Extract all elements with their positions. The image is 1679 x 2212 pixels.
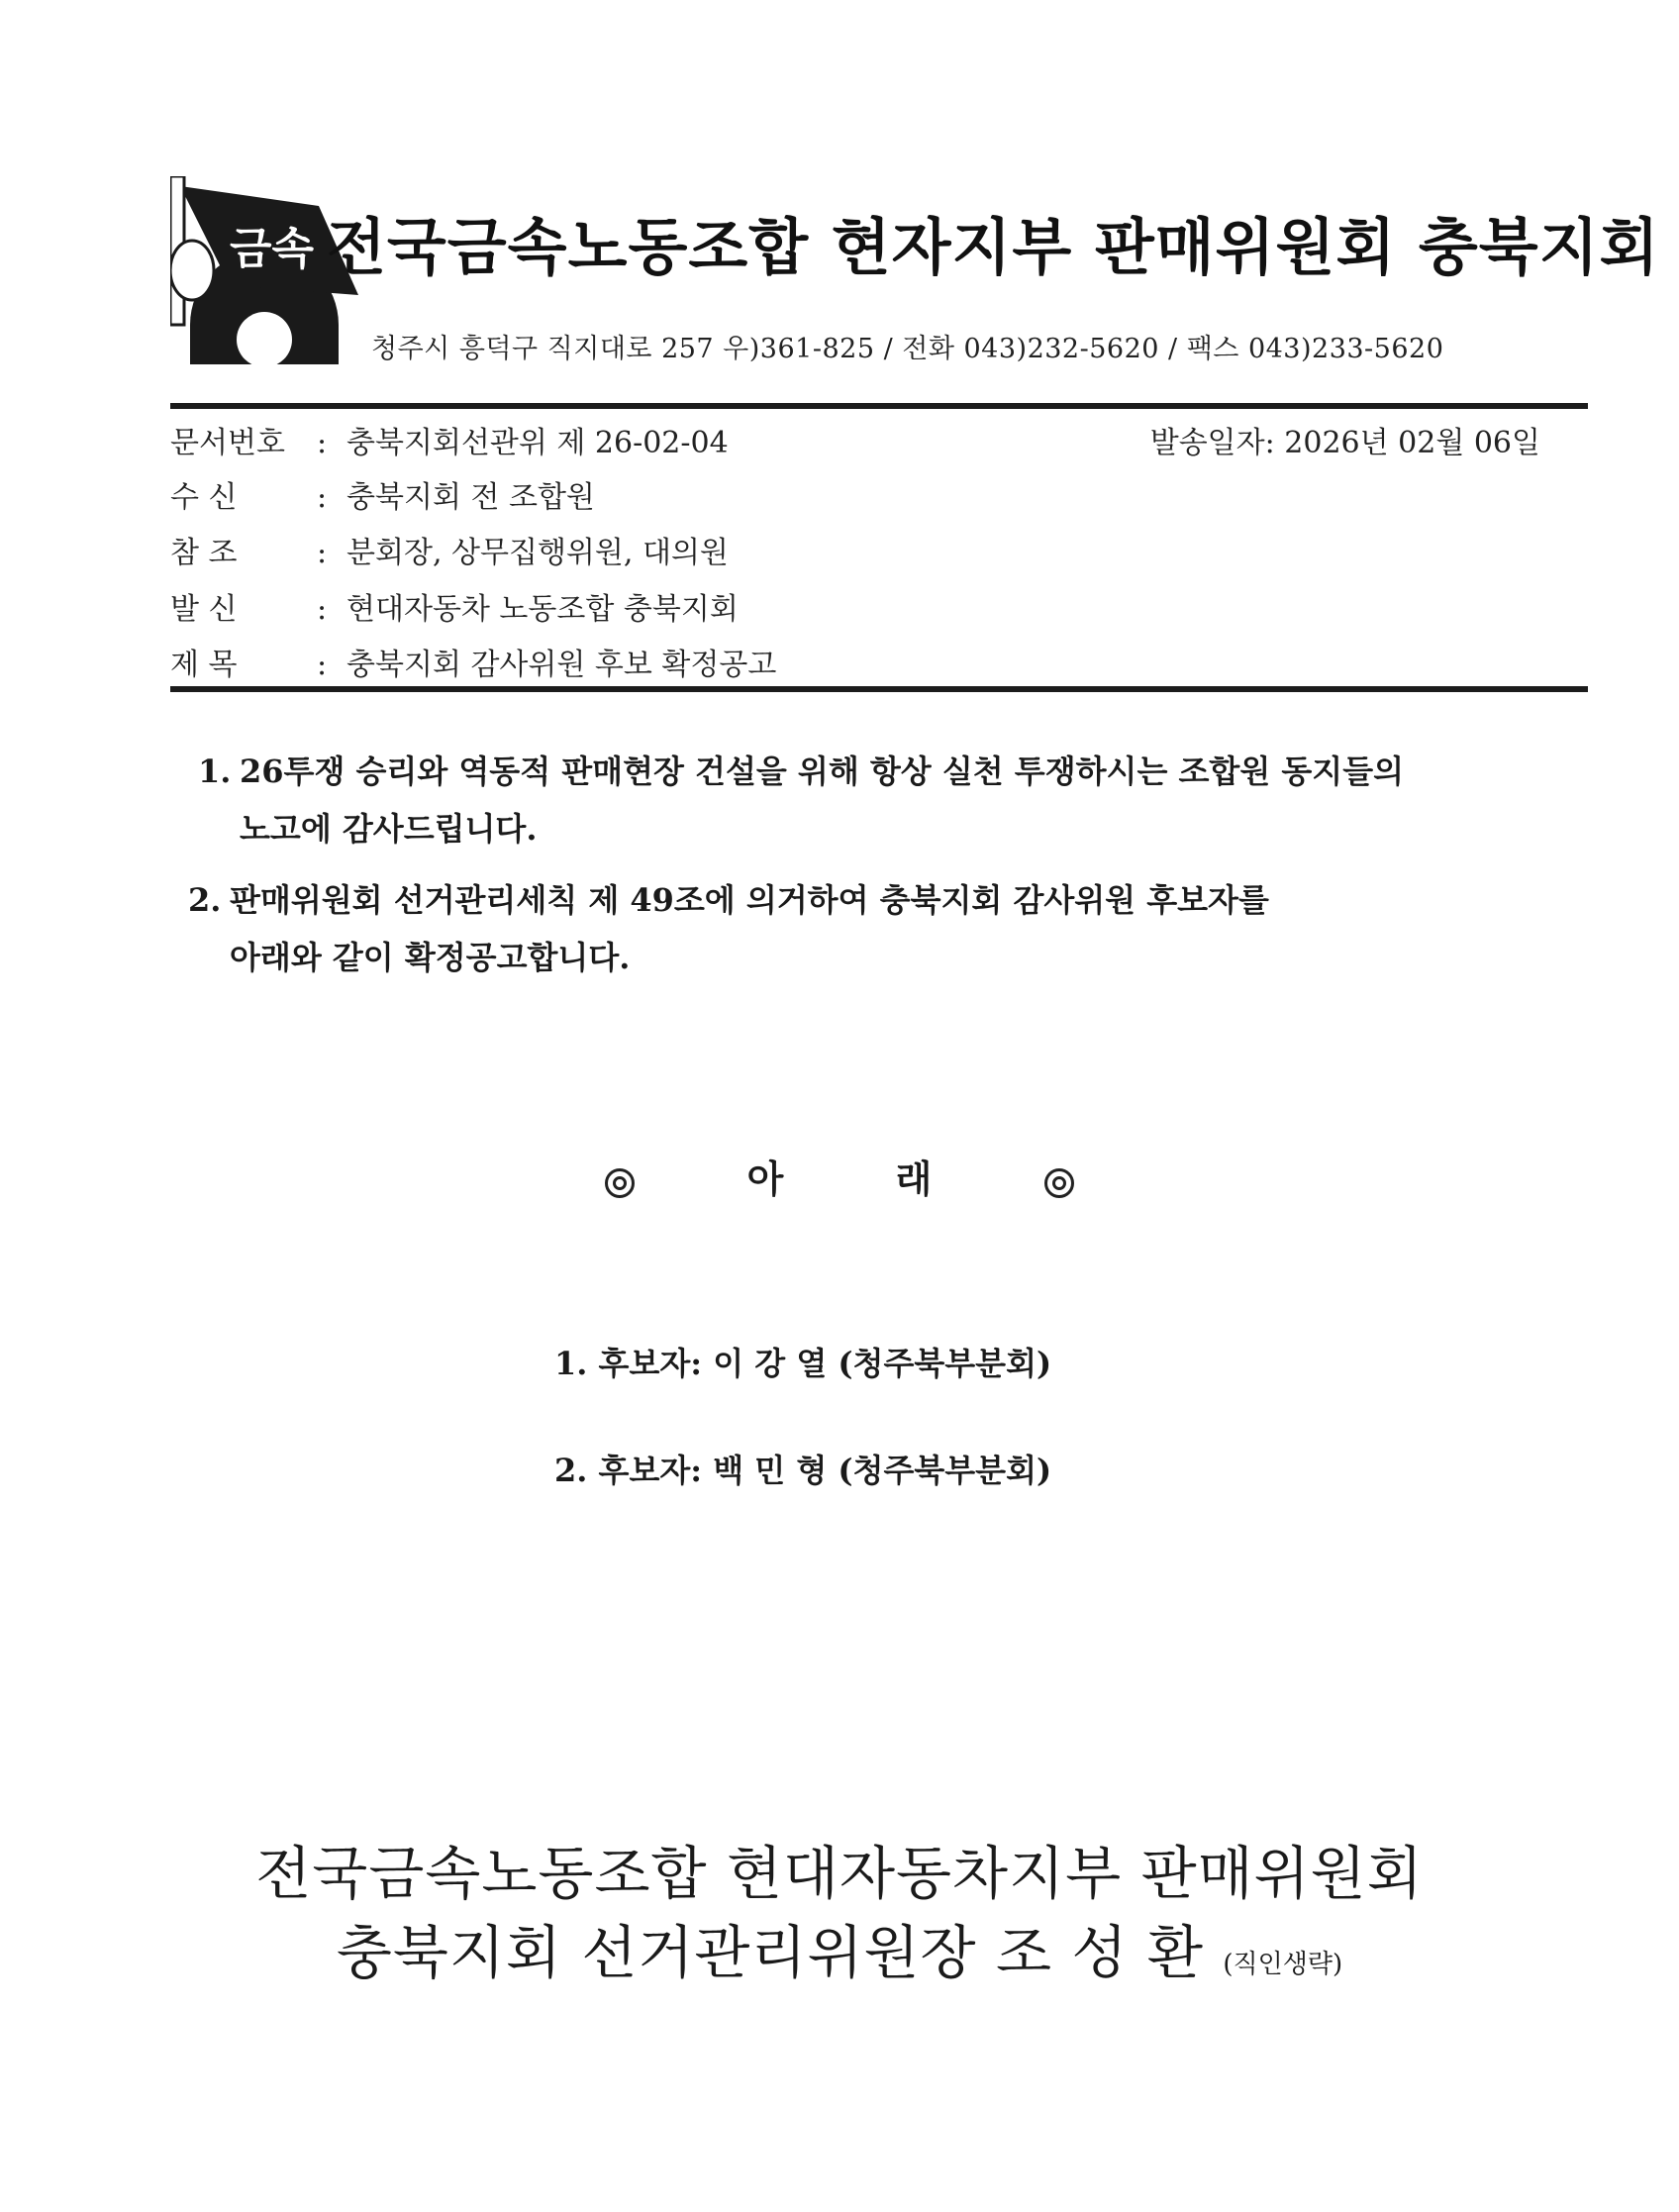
- colon: :: [317, 536, 328, 570]
- sender-row: [170, 584, 1588, 628]
- paragraph-1-line-1: 26투쟁 승리와 역동적 판매현장 건설을 위해 항상 실천 투쟁하시는 조합원 동지들의: [240, 753, 1405, 790]
- subject-label: 제 목: [170, 648, 238, 682]
- colon: :: [317, 592, 328, 627]
- header-divider-bottom: [170, 686, 1588, 692]
- colon: :: [317, 480, 328, 515]
- candidate-item: 2. 후보자: 백 민 형 (청주북부분회): [554, 1452, 1052, 1489]
- reference: 분회장, 상무집행위원, 대의원: [346, 536, 729, 570]
- section-heading: [0, 1149, 1679, 1203]
- signature-chair-name: 충북지회 선거관리위원장 조 성 환: [336, 1919, 1204, 1986]
- heading-char-left: 아: [746, 1156, 784, 1201]
- reference-label: 참 조: [170, 536, 238, 570]
- recipient: 충북지회 전 조합원: [346, 480, 595, 515]
- colon: :: [317, 426, 328, 460]
- subject: 충북지회 감사위원 후보 확정공고: [346, 648, 777, 682]
- doc-number: 충북지회선관위 제 26-02-04: [346, 426, 729, 460]
- organization-address: 청주시 흥덕구 직지대로 257 우)361-825 / 전화 043)232-5620 / 팩스 043)233-5620: [371, 334, 1444, 364]
- seal-omitted-note: (직인생략): [1223, 1950, 1343, 1979]
- organization-title: 전국금속노동조합 현자지부 판매위원회 충북지회: [327, 211, 1660, 283]
- header-divider-top: [170, 403, 1588, 409]
- paragraph-number: 1.: [198, 753, 232, 790]
- paragraph-1: [198, 743, 1505, 857]
- reference-row: [170, 528, 1588, 571]
- double-circle-icon: [1044, 1168, 1074, 1198]
- paragraph-2: [188, 871, 1495, 986]
- doc-number-label: 문서번호: [170, 426, 285, 460]
- signature-chair: [0, 1906, 1679, 1989]
- subject-row: [170, 640, 1588, 683]
- recipient-label: 수 신: [170, 480, 238, 515]
- colon: :: [317, 648, 328, 682]
- paragraph-1-line-2: 노고에 감사드립니다.: [240, 810, 538, 848]
- paragraph-number: 2.: [188, 881, 222, 919]
- signature-organization: 전국금속노동조합 현대자동차지부 판매위원회: [255, 1840, 1424, 1907]
- recipient-row: [170, 472, 1588, 516]
- heading-char-right: 래: [895, 1156, 933, 1201]
- paragraph-2-line-1: 판매위원회 선거관리세칙 제 49조에 의거하여 충북지회 감사위원 후보자를: [230, 881, 1269, 919]
- double-circle-icon: [605, 1168, 635, 1198]
- sender-label: 발 신: [170, 592, 238, 627]
- logo-text: 금속: [230, 224, 315, 274]
- paragraph-2-line-2: 아래와 같이 확정공고합니다.: [230, 939, 631, 976]
- sender: 현대자동차 노동조합 충북지회: [346, 592, 739, 627]
- candidate-item: 1. 후보자: 이 강 열 (청주북부분회): [554, 1345, 1052, 1382]
- send-date: 발송일자: 2026년 02월 06일: [1149, 426, 1540, 460]
